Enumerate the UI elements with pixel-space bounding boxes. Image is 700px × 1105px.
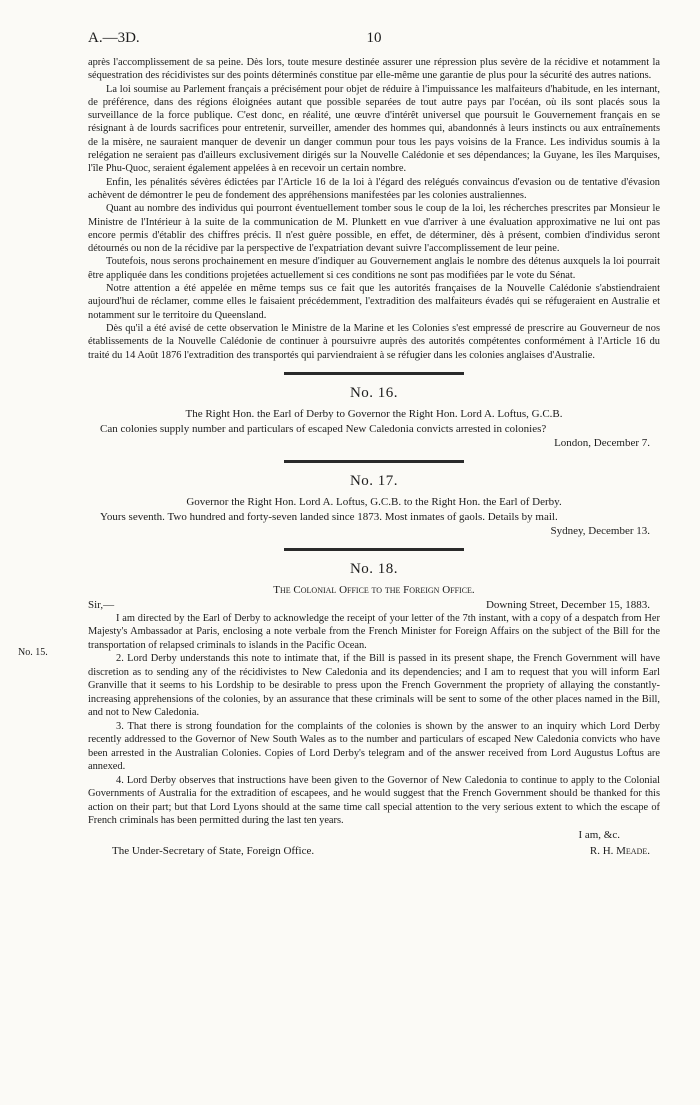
document-heading: Governor the Right Hon. Lord A. Loftus, G.C.B. to the Right Hon. the Earl of Derby. <box>186 495 562 508</box>
margin-reference: No. 15. <box>18 646 48 658</box>
document-no17 <box>88 473 660 538</box>
page-number: 10 <box>366 30 382 46</box>
document-number: No. 18. <box>349 560 399 577</box>
section-divider <box>284 548 464 551</box>
paragraph: I am directed by the Earl of Derby to acknowledge the receipt of your letter of the 7th instant, with a copy of a despatch from Her Majesty's Ambassador at Paris, enclosing a note verbale from the French Minister for Foreign Affairs on the subject of the Bill for the transportation of relapsed criminals to islands in the Pacific Ocean. <box>88 612 660 651</box>
french-note-continuation <box>88 56 660 362</box>
document-heading: The Right Hon. the Earl of Derby to Governor the Right Hon. Lord A. Loftus, G.C.B. <box>185 407 563 420</box>
page-header <box>88 30 660 56</box>
telegram-body: Can colonies supply number and particulars of escaped New Caledonia convicts arrested in colonies? <box>100 422 547 435</box>
dateline: Downing Street, December 15, 1883. <box>485 598 650 611</box>
paragraph: 3. That there is strong foundation for the complaints of the colonies is shown by the answer to an inquiry which Lord Derby recently addressed to the Governor of New South Wales as to the number and particulars of escaped New Caledonia convicts who have been arrested in the Australian Colonies. Copies of Lord Derby's telegram and of the answer received from Lord Augustus Loftus are annexed. <box>88 720 660 773</box>
dateline: London, December 7. <box>554 436 650 449</box>
document-number: No. 16. <box>349 384 399 401</box>
paragraph: Enfin, les pénalités sévères édictées par l'Article 16 de la loi à l'égard des relégués convaincus d'evasion ou de tentative d'évasion achèvent de démontrer le peu de fondement des appréhensions manifestées par les colonies australiennes. <box>88 176 660 201</box>
addressee: The Under-Secretary of State, Foreign Office. <box>112 844 315 857</box>
paragraph: 4. Lord Derby observes that instructions have been given to the Governor of New Caledonia to continue to apply to the Colonial Governments of Australia for the extradition of escapees, and he would suggest that the French Government should be thanked for this action on their part; but that Lord Lyons should at the same time call special attention to the very serious extent to which the escape of French criminals has been permitted during the last ten years. <box>88 774 660 827</box>
letter-body <box>88 612 660 828</box>
paragraph: Quant au nombre des individus qui pourront éventuellement tomber sous le coup de la loi, les récherches prescrites par Monsieur le Ministre de l'Intérieur à la suite de la communication de M. Plunkett en vue d'arriver à une évaluation approximative ne lui ont pas encore permis d'établir des chiffres précis. Il n'est guère possible, en effet, de déterminer, dès à présent, combien d'individus seront détournés ou non de la récidive par la perspective de l'expatriation devant suivre l'accomplissement de leur peine. <box>88 203 660 255</box>
section-divider <box>284 372 464 375</box>
signature: R. H. Meade. <box>589 844 650 857</box>
series-number: A.—3D. <box>88 30 140 46</box>
salutation: Sir,— <box>88 598 115 611</box>
paragraph: Toutefois, nous serons prochainement en mesure d'indiquer au Gouvernement anglais le nombre des détenus auxquels la loi pourrait être appliquée dans les conditions projetées actuellement si ces conditions ne sont pas modifiées par le vote du Sénat. <box>88 256 660 281</box>
paragraph: après l'accomplissement de sa peine. Dès lors, toute mesure destinée assurer une répression plus sevère de la récidive et notamment la séquestration des récidivistes sur des points déterminés constitue par elle-même une garantie de plus pour la sécurité des autres nations. <box>88 57 660 82</box>
paragraph: Notre attention a été appelée en même temps sus ce fait que les autorités françaises de la Nouvelle Calédonie s'abstiendraient aujourd'hui de réclamer, comme elles le faisaient précédemment, l'extradition des malfaiteurs évadés qui se réfugeraient en Australie et notamment sur le territoire du Queensland. <box>88 283 660 321</box>
telegram-body: Yours seventh. Two hundred and forty-seven landed since 1873. Most inmates of gaols. Details by mail. <box>100 510 558 523</box>
paragraph: Dès qu'il a été avisé de cette observation le Ministre de la Marine et les Colonies s'est empressé de prescrire au Gouverneur de nos établissements de la Nouvelle Calédonie de continuer à poursuivre auprès des autorités compétentes conformément à l'Article 16 du traité du 14 Août 1876 l'extradition des transportés qui parviendraient à se réfugier dans les colonies anglaises d'Australie. <box>88 322 660 361</box>
dateline: Sydney, December 13. <box>550 524 650 537</box>
document-number: No. 17. <box>349 472 399 489</box>
signature-row <box>88 844 660 858</box>
paragraph: La loi soumise au Parlement français a précisément pour objet de réduire à l'impuissance les malfaiteurs d'habitude, en les internant, de préférence, dans des régions éloignées autant que possible separées de tout autre pays par l'océan, où ils sont placés sous la surveillance de la force publique. C'est donc, en réalité, une œuvre d'intérêt universel que poursuit le Gouvernement français en se résignant à de lourds sacrifices pour entretenir, surveiller, amender des hommes qui, abandonnés à leurs instincts ou aux entraînements de la misère, ne sauraient manquer de devenir un danger commun pour tous les pays voisins de la France. Les individus soumis à la relégation ne seraient pas d'ailleurs exclusivement dirigés sur la Nouvelle Calédonie et ses dépendances; la Guyane, les îles Marquises, l'île Phu-Quoc, seraient également appelées à en recevoir un certain nombre. <box>88 83 660 175</box>
document-no18 <box>18 560 660 858</box>
section-divider <box>284 460 464 463</box>
document-heading: The Colonial Office to the Foreign Office. <box>273 583 475 596</box>
paragraph: 2. Lord Derby understands this note to intimate that, if the Bill is passed in its present shape, the French Government will have discretion as to sending any of the récidivistes to New Caledonia and its dependencies; and I am to request that you will inform Earl Granville that it seems to his Lordship to be desirable to press upon the French Government the propriety of allaying the constantly-increasing apprehensions of the colonies, by an assurance that these criminals will be sent to some of the other places named in the Bill, and not to New Caledonia. <box>88 653 660 719</box>
closing: I am, &c. <box>578 828 620 841</box>
salutation-row <box>88 598 660 612</box>
document-no16 <box>88 385 660 450</box>
